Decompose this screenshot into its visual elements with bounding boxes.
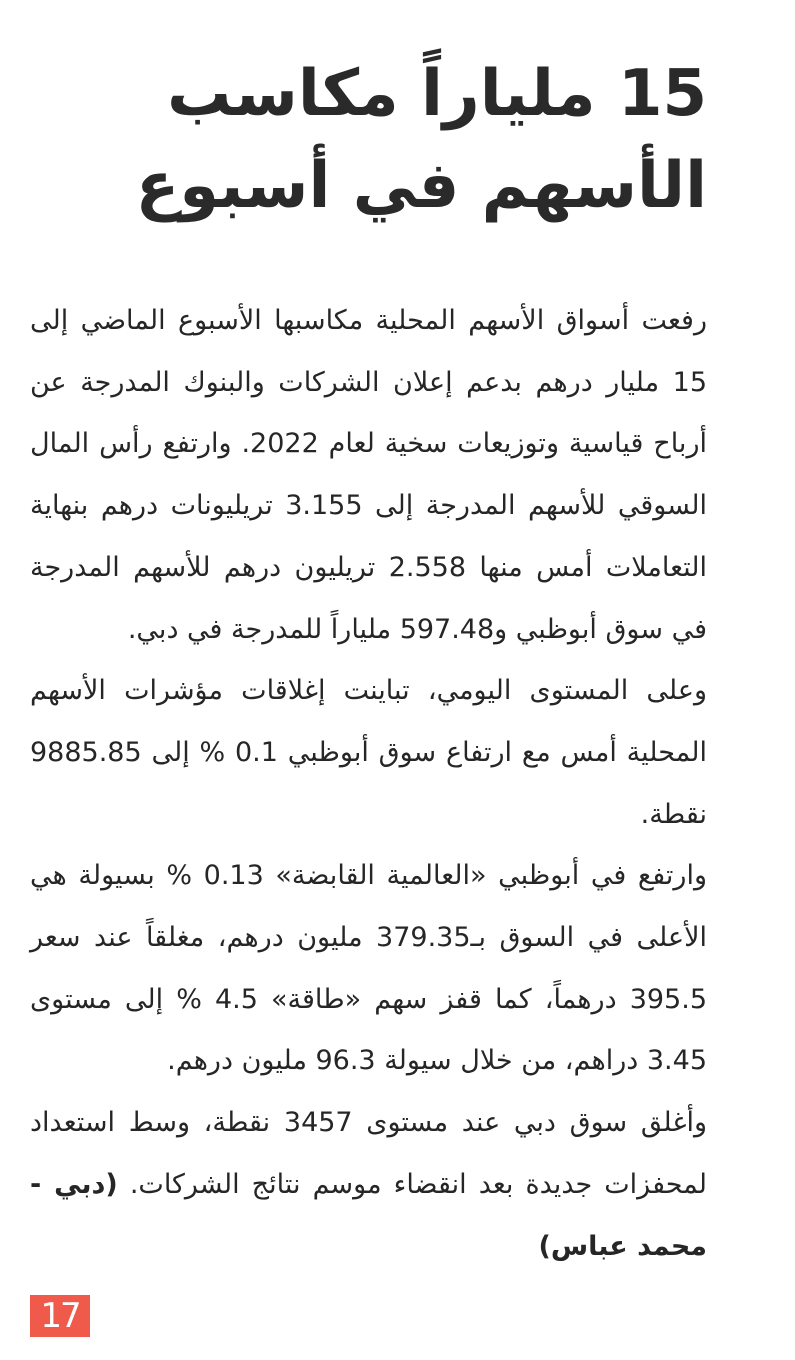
paragraph-3: وارتفع في أبوظبي «العالمية القابضة» 0.13 % بسيولة هي الأعلى في السوق بـ379.35 مليون درهم، مغلقاً عند سعر 395.5 درهماً، كما قفز سهم «طاقة» 4.5 % إلى مستوى 3.45 دراهم، من خلال سيولة 96.3 مليون درهم. [30, 860, 708, 1077]
article-body [30, 290, 707, 1277]
byline: (دبي - محمد عباس) [30, 1168, 707, 1262]
headline-line-1: 15 ملياراً مكاسب [167, 57, 707, 131]
paragraph-1: رفعت أسواق الأسهم المحلية مكاسبها الأسبوع الماضي إلى 15 مليار درهم بدعم إعلان الشركات والبنوك المدرجة عن أرباح قياسية وتوزيعات سخية لعام 2022. وارتفع رأس المال السوقي للأسهم المدرجة إلى 3.155 تريليونات درهم بنهاية التعاملات أمس منها 2.558 تريليون درهم للأسهم المدرجة في سوق أبوظبي و597.48 ملياراً للمدرجة في دبي. [30, 305, 708, 645]
paragraph-4 [30, 1092, 707, 1277]
headline-line-2: الأسهم في أسبوع [135, 149, 707, 223]
paragraph-2: وعلى المستوى اليومي، تباينت إغلاقات مؤشرات الأسهم المحلية أمس مع ارتفاع سوق أبوظبي 0.1 % إلى 9885.85 نقطة. [30, 675, 707, 830]
article-headline [67, 48, 707, 232]
paragraph-4-text: وأغلق سوق دبي عند مستوى 3457 نقطة، وسط استعداد لمحفزات جديدة بعد انقضاء موسم نتائج الشركات. [30, 1107, 707, 1200]
page-number-badge: 17 [30, 1295, 90, 1337]
